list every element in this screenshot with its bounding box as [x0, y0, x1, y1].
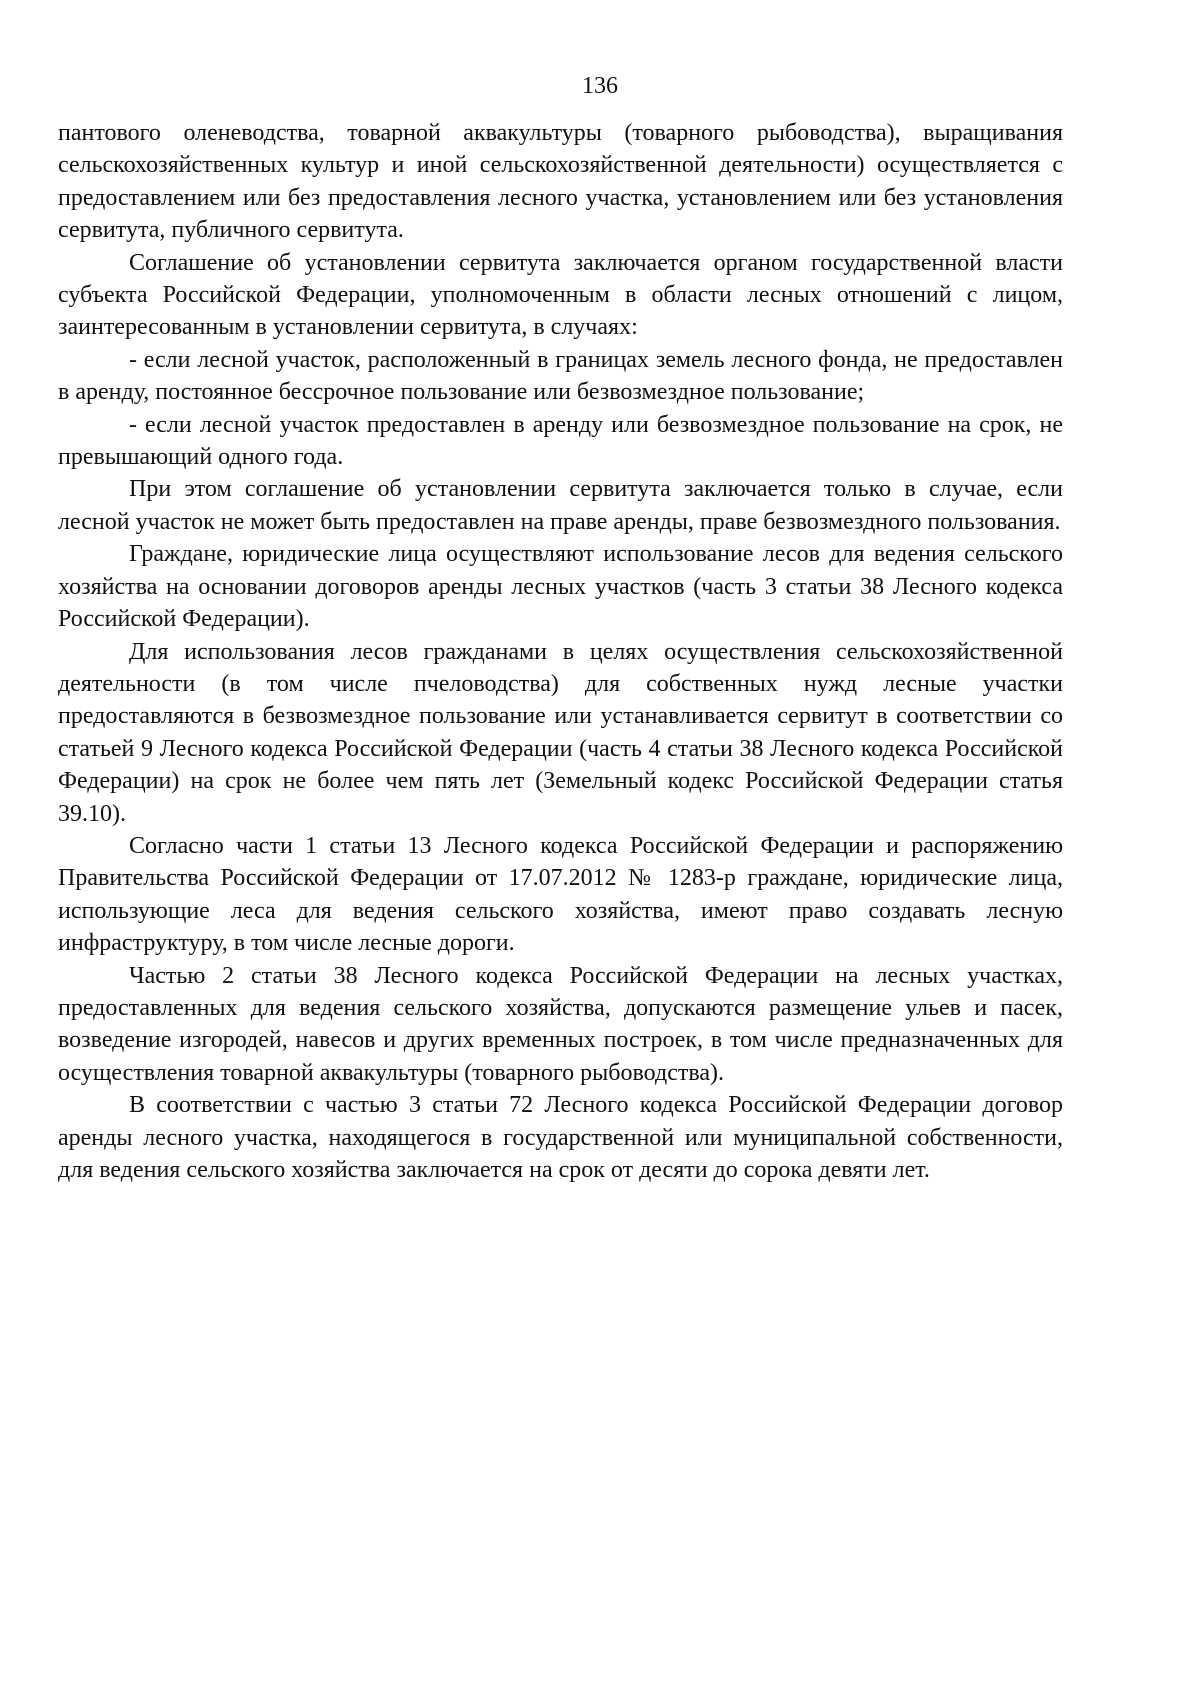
list-item-not-leased: - если лесной участок, расположенный в границах земель лесного фонда, не предоставлен в аренду, постоянное бессрочное пользование или безвозмездное пользование; [58, 346, 1063, 406]
paragraph-servitude-condition: При этом соглашение об установлении сервитута заключается только в случае, если лесной участок не может быть предоставлен на праве аренды, праве безвозмездного пользования. [58, 476, 1063, 535]
paragraph-continuation: пантового оленеводства, товарной аквакультуры (товарного рыбоводства), выращивания сельскохозяйственных культур и иной сельскохозяйственной деятельности) осуществляется с предоставлением или без предоставления лесного участка, установлением или без установления сервитута, публичного сервитута. [58, 120, 1063, 244]
paragraph-servitude-agreement: Соглашение об установлении сервитута заключается органом государственной власти субъекта Российской Федерации, уполномоченным в области лесных отношений с лицом, заинтересованным в установлении сервитута, в случаях: [58, 249, 1063, 341]
page-number: 136 [582, 73, 618, 99]
paragraph-lease-term: В соответствии с частью 3 статьи 72 Лесного кодекса Российской Федерации договор аренды лесного участка, находящегося в государственной или муниципальной собственности, для ведения сельского хозяйства заключается на срок от десяти до сорока девяти лет. [58, 1092, 1063, 1183]
paragraph-infrastructure: Согласно части 1 статьи 13 Лесного кодекса Российской Федерации и распоряжению Правительства Российской Федерации от 17.07.2012 № 1283-р граждане, юридические лица, использующие леса для ведения сельского хозяйства, имеют право создавать лесную инфраструктуру, в том числе лесные дороги. [58, 832, 1063, 957]
list-item-short-lease: - если лесной участок предоставлен в аренду или безвозмездное пользование на срок, не превышающий одного года. [58, 411, 1063, 471]
paragraph-citizens-use: Для использования лесов гражданами в целях осуществления сельскохозяйственной деятельности (в том числе пчеловодства) для собственных нужд лесные участки предоставляются в безвозмездное пользование или устанавливается сервитут в соответствии со статьей 9 Лесного кодекса Российской Федерации (часть 4 статьи 38 Лесного кодекса Российской Федерации) на срок не более чем пять лет (Земельный кодекс Российской Федерации статья 39.10). [58, 638, 1063, 827]
document-body [58, 117, 1063, 1186]
paragraph-allowed-structures: Частью 2 статьи 38 Лесного кодекса Российской Федерации на лесных участках, предоставленных для ведения сельского хозяйства, допускаются размещение ульев и пасек, возведение изгородей, навесов и других временных построек, в том числе предназначенных для осуществления товарной аквакультуры (товарного рыбоводства). [58, 962, 1063, 1086]
paragraph-lease-basis: Граждане, юридические лица осуществляют использование лесов для ведения сельского хозяйства на основании договоров аренды лесных участков (часть 3 статьи 38 Лесного кодекса Российской Федерации). [58, 541, 1063, 633]
